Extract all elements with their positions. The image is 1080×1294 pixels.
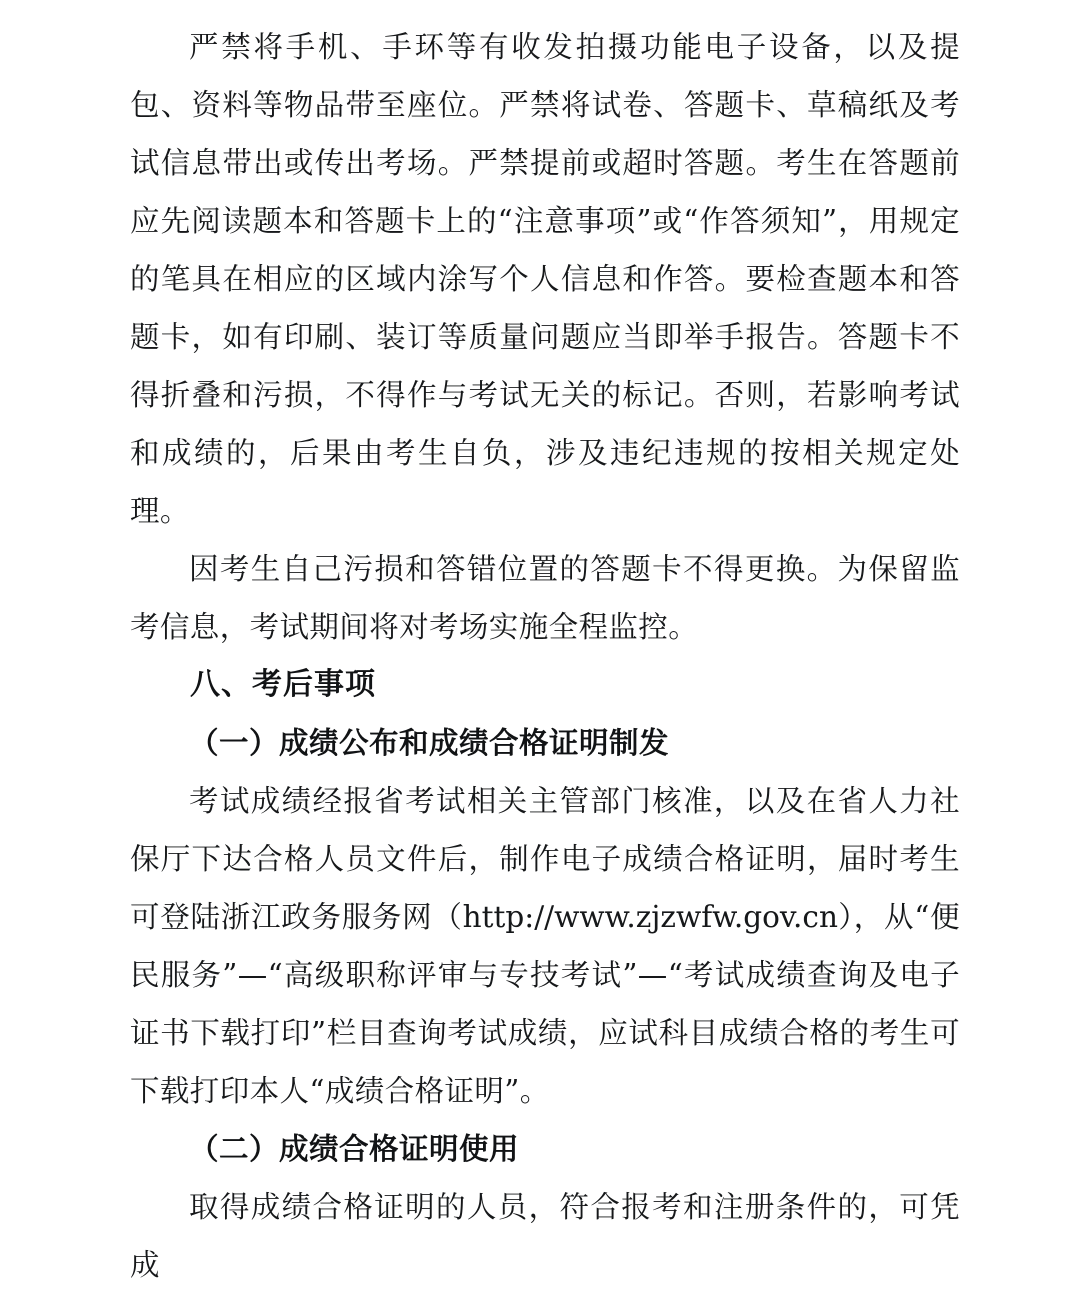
- score-release-text-before: 考试成绩经报省考试相关主管部门核准，以及在省人力社保厅下达合格人员文件后，制作电子成绩合格证明，届时考生可登陆浙江政务服务网（: [130, 784, 960, 934]
- paragraph-card-replacement: 因考生自己污损和答错位置的答题卡不得更换。为保留监考信息，考试期间将对考场实施全程监控。: [130, 552, 960, 644]
- paragraph-score-release-detail: [130, 772, 960, 1120]
- subheading-certificate-use: （二）成绩合格证明使用: [189, 1131, 520, 1166]
- score-release-text-after: ），从“便民服务”—“高级职称评审与专技考试”—“考试成绩查询及电子证书下载打印”栏目查询考试成绩，应试科目成绩合格的考生可下载打印本人“成绩合格证明”。: [130, 900, 960, 1108]
- paragraph-exam-rules: 严禁将手机、手环等有收发拍摄功能电子设备，以及提包、资料等物品带至座位。严禁将试卷、答题卡、草稿纸及考试信息带出或传出考场。严禁提前或超时答题。考生在答题前应先阅读题本和答题卡上的“注意事项”或“作答须知”，用规定的笔具在相应的区域内涂写个人信息和作答。要检查题本和答题卡，如有印刷、装订等质量问题应当即举手报告。答题卡不得折叠和污损，不得作与考试无关的标记。否则，若影响考试和成绩的，后果由考生自负，涉及违纪违规的按相关规定处理。: [130, 30, 960, 528]
- paragraph-certificate-use-detail: 取得成绩合格证明的人员，符合报考和注册条件的，可凭成: [130, 1190, 960, 1282]
- heading-post-exam-items: 八、考后事项: [190, 667, 376, 702]
- zjzwfw-url[interactable]: http://www.zjzwfw.gov.cn: [462, 900, 838, 934]
- subheading-score-release: （一）成绩公布和成绩合格证明制发: [189, 725, 670, 760]
